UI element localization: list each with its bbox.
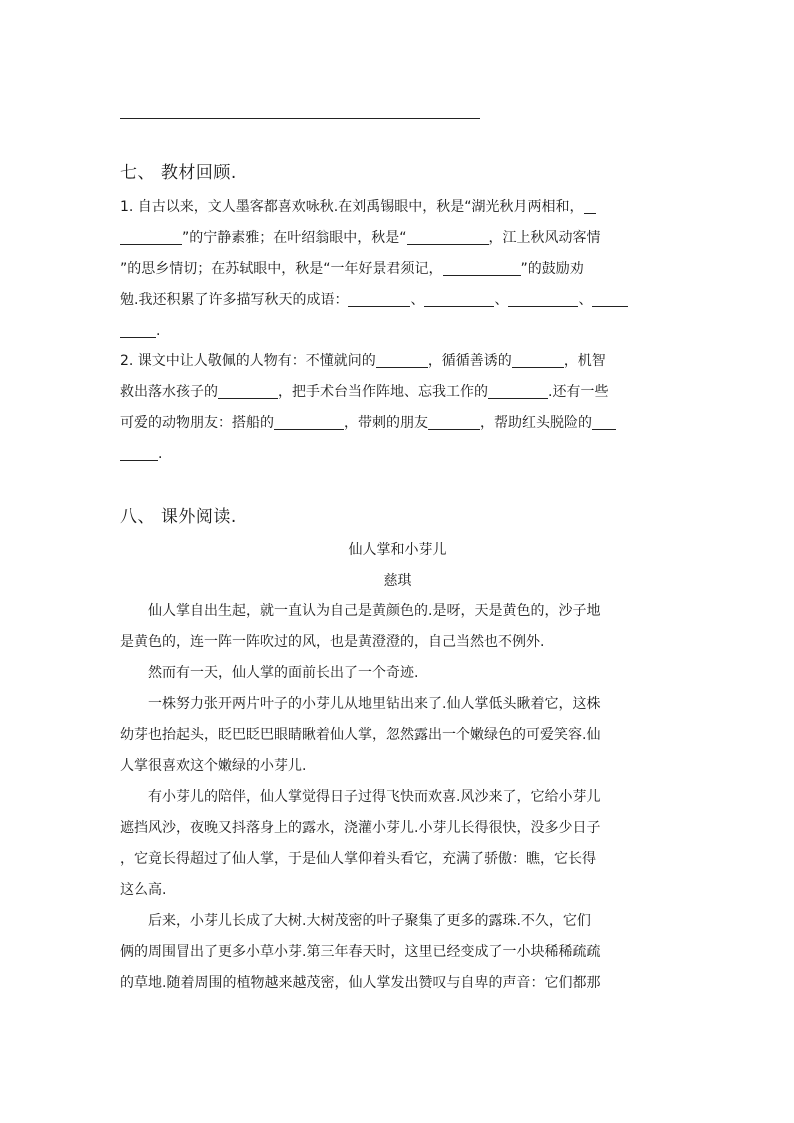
blank-12[interactable] [274,411,344,430]
q2-text-4: 救出落水孩子的 [120,384,218,400]
sep-2: 、 [494,292,509,308]
blank-9[interactable] [512,349,564,368]
story-line: ，它竟长得超过了仙人掌，于是仙人掌仰着头看它，充满了骄傲：瞧，它长得 [120,851,596,867]
blank-7[interactable] [592,288,628,307]
story-body [120,596,680,999]
story-line: 是黄色的，连一阵一阵吹过的风，也是黄澄澄的，自己当然也不例外. [120,634,545,650]
blank-13[interactable] [428,411,480,430]
q2-text-8: ，带刺的朋友 [344,415,428,431]
blank-3[interactable] [443,257,521,276]
q2-text-1: 2. 课文中让人敬佩的人物有：不懂就问的 [120,353,376,369]
q2-text-9: ，帮助红头脱险的 [480,415,592,431]
story-line: 人掌很喜欢这个嫩绿的小芽儿. [120,758,307,774]
q1-text-3: ，江上秋风动客情 [488,230,601,246]
q1-line-5 [120,316,680,347]
sep-1: 、 [410,292,425,308]
story-line: 幼芽也抬起头，眨巴眨巴眼睛瞅着仙人掌，忽然露出一个嫩绿色的可爱笑容.仙 [120,727,601,743]
section-7-heading: 七、 教材回顾. [120,163,237,183]
q1-text-6: 勉.我还积累了许多描写秋天的成语： [120,292,349,308]
q1-line-3 [120,254,680,285]
story-line: 仙人掌自出生起，就一直认为自己是黄颜色的.是呀，天是黄色的，沙子地 [148,603,601,619]
story-line: 的草地.随着周围的植物越来越茂密，仙人掌发出赞叹与自卑的声音：它们都那 [120,975,601,991]
story-line: 后来，小芽儿长成了大树.大树茂密的叶子聚集了更多的露珠.不久，它们 [148,913,591,929]
q2-text-2: ，循循善诱的 [427,353,512,369]
blank-7-cont[interactable] [120,319,156,338]
story-line: 俩的周围冒出了更多小草小芽.第三年春天时，这里已经变成了一小块稀稀疏疏 [120,944,601,960]
q1-text-5: ”的鼓励劝 [520,261,584,277]
blank-8[interactable] [376,349,428,368]
blank-11[interactable] [488,380,548,399]
q1-line-4 [120,285,680,316]
story-line: 有小芽儿的陪伴，仙人掌觉得日子过得飞快而欢喜.风沙来了，它给小芽儿 [148,789,601,805]
story-line: 遮挡风沙，夜晚又抖落身上的露水，浇灌小芽儿.小芽儿长得很快，没多少日子 [120,820,601,836]
q2-text-7: 可爱的动物朋友：搭船的 [120,415,274,431]
q1-text-4: ”的思乡情切；在苏轼眼中，秋是“一年好景君须记， [120,261,443,277]
q1-text-2: ”的宁静素雅；在叶绍翁眼中，秋是“ [182,230,407,246]
blank-2[interactable] [407,226,489,245]
story-line: 然而有一天，仙人掌的面前长出了一个奇迹. [148,665,419,681]
story-title: 仙人掌和小芽儿 [348,542,447,558]
blank-1[interactable] [584,195,596,214]
q2-line-3 [120,408,680,439]
blank-14-cont[interactable] [120,442,158,461]
q1-line-2 [120,223,680,254]
blank-4[interactable] [348,288,410,307]
sep-3: 、 [578,292,593,308]
blank-1-cont[interactable] [120,226,182,245]
blank-6[interactable] [508,288,578,307]
story-line: 这么高. [120,882,167,898]
question-1 [120,192,680,347]
question-2 [120,346,680,470]
blank-10[interactable] [218,380,278,399]
section-8-heading: 八、 课外阅读. [120,507,237,527]
story-line: 一株努力张开两片叶子的小芽儿从地里钻出来了.仙人掌低头瞅着它，这株 [148,696,601,712]
q2-text-5: ，把手术台当作阵地、忘我工作的 [278,384,488,400]
q2-text-3: ，机智 [563,353,606,369]
blank-14[interactable] [592,411,616,430]
q1-text-1: 1. 自古以来，文人墨客都喜欢咏秋.在刘禹锡眼中，秋是“湖光秋月两相和， [120,199,584,215]
answer-line [120,118,480,119]
q2-end: . [158,446,163,462]
q2-line-2 [120,377,680,408]
q1-end: . [156,323,161,339]
blank-5[interactable] [424,288,494,307]
q2-text-6: .还有一些 [548,384,609,400]
q2-line-1 [120,346,680,377]
story-author: 慈琪 [383,573,412,589]
q2-line-4 [120,439,680,470]
q1-line-1 [120,192,680,223]
